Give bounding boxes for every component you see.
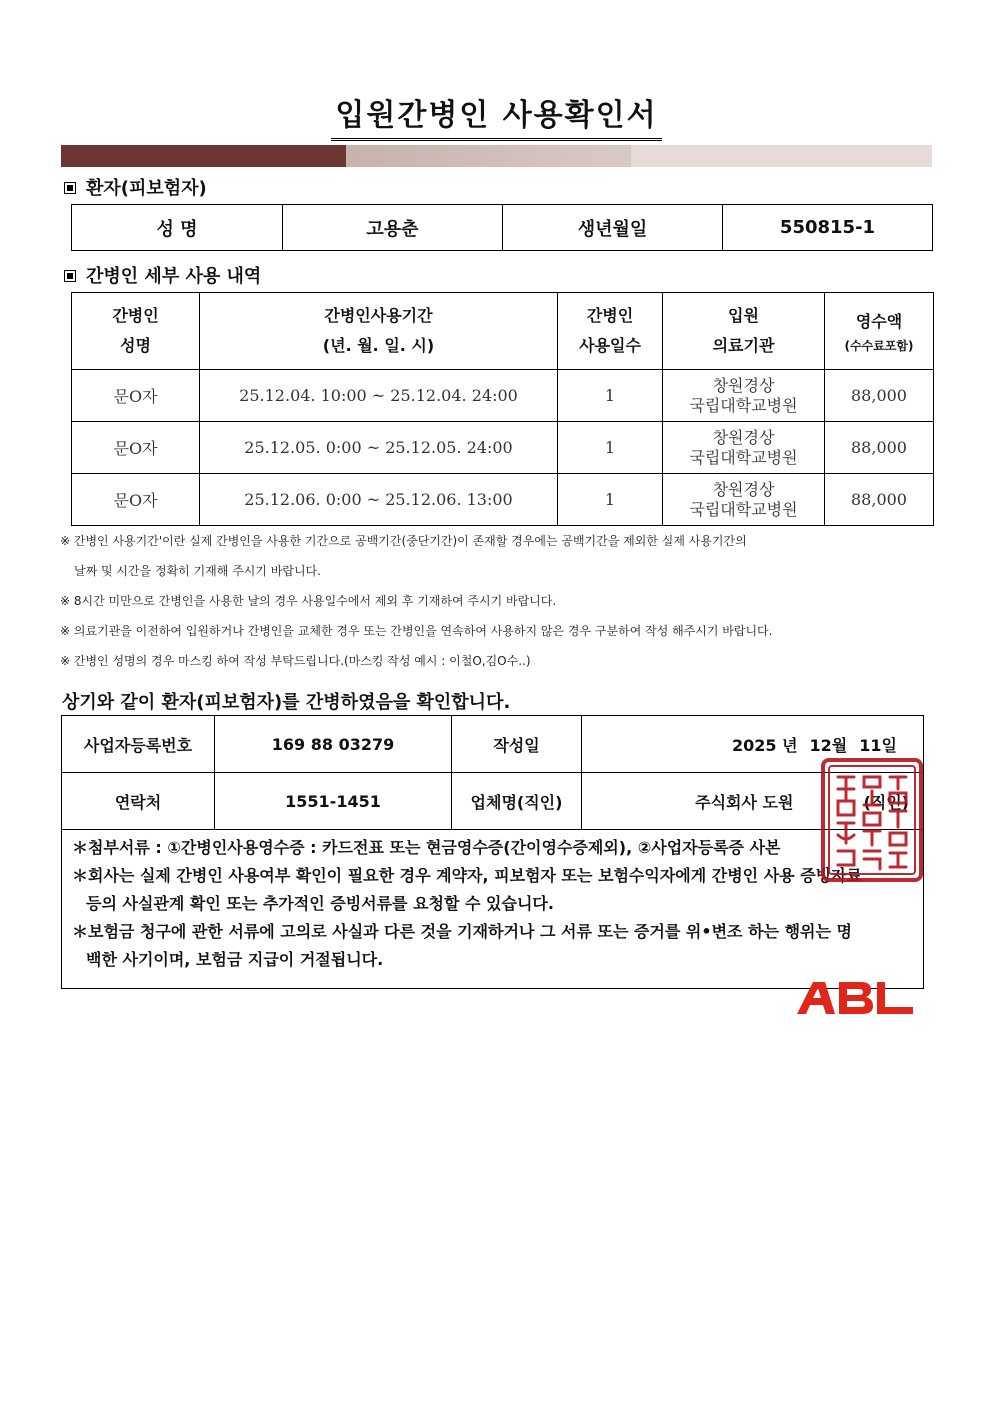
document-title-wrap: [0, 98, 993, 141]
patient-table: [71, 204, 933, 251]
company-table: [61, 715, 924, 989]
confirmation-statement: 상기와 같이 환자(피보험자)를 간병하였음을 확인합니다.: [62, 692, 511, 713]
header-text: 사용일수: [579, 336, 641, 355]
date-month: 12월: [809, 735, 848, 755]
remark-line: ＊회사는 실제 간병인 사용여부 확인이 필요한 경우 계약자, 피보험자 또는 보험수익자에게 간병인 사용 증빙자료: [72, 866, 863, 885]
usage-section-heading: [64, 266, 261, 288]
usage-heading-text: 간병인 세부 사용 내역: [86, 266, 262, 287]
header-text: 간병인사용기간: [324, 306, 433, 325]
institution-line: 창원경상: [712, 427, 775, 447]
contact-label: 연락처: [62, 773, 215, 830]
company-name: 주식회사 도원: [695, 792, 794, 812]
date-year: 2025 년: [731, 735, 798, 755]
table-row: [72, 422, 934, 474]
patient-heading-text: 환자(피보험자): [86, 178, 207, 199]
usage-days: 1: [558, 422, 663, 474]
header-amount: [825, 293, 934, 370]
usage-period: 25.12.06. 0:00 ~ 25.12.06. 13:00: [200, 474, 558, 526]
institution-line: 국립대학교병원: [689, 499, 798, 519]
remark-line: 등의 사실관계 확인 또는 추가적인 증빙서류를 요청할 수 있습니다.: [86, 894, 554, 913]
square-bullet-icon: [64, 270, 76, 282]
usage-period: 25.12.05. 0:00 ~ 25.12.05. 24:00: [200, 422, 558, 474]
header-bar-dark: [61, 145, 346, 167]
usage-period: 25.12.04. 10:00 ~ 25.12.04. 24:00: [200, 370, 558, 422]
company-seal-stamp: [820, 757, 924, 883]
caregiver-name: 문O자: [72, 370, 200, 422]
institution: [663, 370, 825, 422]
dob-label: 생년월일: [503, 205, 723, 251]
institution-line: 국립대학교병원: [689, 447, 798, 467]
institution-line: 창원경상: [712, 375, 775, 395]
remarks-row: [62, 830, 924, 989]
usage-days: 1: [558, 474, 663, 526]
reg-value: 169 88 03279: [215, 716, 452, 773]
seal-position-mark: (직인): [863, 792, 909, 812]
header-period: [200, 293, 558, 370]
note-line: ※ 의료기관을 이전하여 입원하거나 간병인을 교체한 경우 또는 간병인을 연속하여 사용하지 않은 경우 구분하여 작성 해주시기 바랍니다.: [60, 624, 773, 638]
institution-line: 국립대학교병원: [689, 395, 798, 415]
contact-value: 1551-1451: [215, 773, 452, 830]
table-row: [72, 474, 934, 526]
header-text: (년. 월. 일. 시): [322, 336, 435, 355]
company-row: [62, 773, 924, 830]
header-caregiver-name: [72, 293, 200, 370]
company-row: [62, 716, 924, 773]
caregiver-name: 문O자: [72, 474, 200, 526]
abl-logo: [795, 980, 915, 1016]
remarks-cell: [62, 830, 924, 989]
header-bar-light: [631, 145, 932, 167]
remark-line: 백한 사기이며, 보험금 지급이 거절됩니다.: [86, 950, 384, 969]
usage-days: 1: [558, 370, 663, 422]
note-line: ※ 간병인 사용기간'이란 실제 간병인을 사용한 기간으로 공백기간(중단기간)이 존재할 경우에는 공백기간을 제외한 실제 사용기간의: [60, 534, 747, 548]
document-title: 입원간병인 사용확인서: [331, 98, 661, 141]
header-text-small: (수수료포함): [844, 339, 914, 353]
header-text: 영수액: [855, 312, 903, 331]
usage-header-row: [72, 293, 934, 370]
amount: 88,000: [825, 474, 934, 526]
date-label: 작성일: [452, 716, 582, 773]
note-line: ※ 간병인 성명의 경우 마스킹 하여 작성 부탁드립니다.(마스킹 작성 예시 : 이철O,김O수..): [60, 654, 531, 668]
name-label: 성 명: [72, 205, 283, 251]
amount: 88,000: [825, 422, 934, 474]
notes-block: [60, 526, 940, 676]
remark-line: ＊첨부서류 : ①간병인사용영수증 : 카드전표 또는 현금영수증(간이영수증제외), ②사업자등록증 사본: [72, 838, 781, 857]
reg-label: 사업자등록번호: [62, 716, 215, 773]
date-day: 11일: [859, 735, 897, 755]
header-bar-mid: [346, 145, 631, 167]
note-line: 날짜 및 시간을 정확히 기재해 주시기 바랍니다.: [74, 564, 321, 578]
company-name-label: 업체명(직인): [452, 773, 582, 830]
institution: [663, 422, 825, 474]
amount: 88,000: [825, 370, 934, 422]
institution: [663, 474, 825, 526]
caregiver-name: 문O자: [72, 422, 200, 474]
table-row: [72, 370, 934, 422]
header-text: 의료기관: [712, 336, 775, 355]
header-days: [558, 293, 663, 370]
header-institution: [663, 293, 825, 370]
usage-table: [71, 292, 934, 526]
note-line: ※ 8시간 미만으로 간병인을 사용한 날의 경우 사용일수에서 제외 후 기재하여 주시기 바랍니다.: [60, 594, 557, 608]
square-bullet-icon: [64, 182, 76, 194]
header-text: 간병인: [586, 306, 634, 325]
header-text: 입원: [728, 306, 759, 325]
patient-section-heading: [64, 178, 207, 200]
dob-value: 550815-1: [723, 205, 933, 251]
header-text: 성명: [120, 336, 151, 355]
name-value: 고용춘: [283, 205, 503, 251]
institution-line: 창원경상: [712, 479, 775, 499]
remark-line: ＊보험금 청구에 관한 서류에 고의로 사실과 다른 것을 기재하거나 그 서류 또는 증거를 위•변조 하는 행위는 명: [72, 922, 852, 941]
header-text: 간병인: [112, 306, 159, 325]
